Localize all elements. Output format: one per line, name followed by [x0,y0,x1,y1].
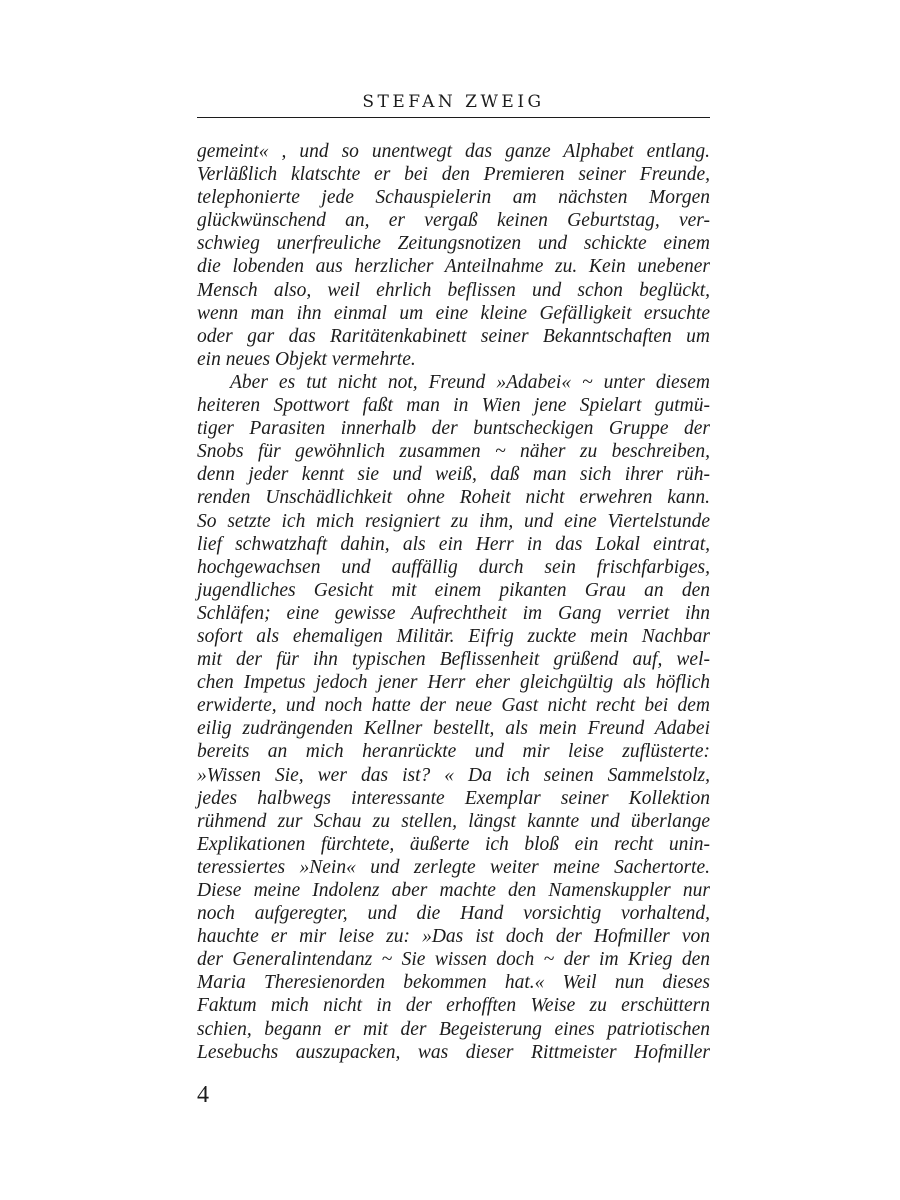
text-line: Diese meine Indolenz aber machte den Namenskuppler nur [197,880,710,901]
text-line: noch aufgeregter, und die Hand vorsichtig vorhaltend, [197,903,710,925]
text-line: chen Impetus jedoch jener Herr eher gleichgültig als höflich [197,672,710,694]
text-line: bereits an mich heranrückte und mir leise zuflüsterte: [197,741,710,763]
text-line: Aber es tut nicht not, Freund »Adabei« ~ unter diesem [230,371,710,393]
header-rule [197,117,710,118]
text-line: So setzte ich mich resigniert zu ihm, und eine Viertelstunde [197,510,710,532]
text-line: eilig zudrängenden Kellner bestellt, als mein Freund Adabei [197,718,710,740]
text-line: glückwünschend an, er vergaß keinen Geburtstag, ver- [197,210,710,232]
text-line: Mensch also, weil ehrlich beflissen und schon beglückt, [197,279,710,301]
text-line: schwieg unerfreuliche Zeitungsnotizen und schickte einem [197,233,710,255]
text-line: erwiderte, und noch hatte der neue Gast nicht recht bei dem [197,695,710,717]
text-line: denn jeder kennt sie und weiß, daß man sich ihrer rüh- [197,464,710,486]
text-line: sofort als ehemaligen Militär. Eifrig zuckte mein Nachbar [197,625,710,647]
text-line: Maria Theresienorden bekommen hat.« Weil nun dieses [197,972,710,994]
text-line: tiger Parasiten innerhalb der buntscheckigen Gruppe der [197,418,710,440]
text-line: Verläßlich klatschte er bei den Premieren seiner Freunde, [197,164,710,186]
text-line: rühmend zur Schau zu stellen, längst kannte und überlange [197,810,710,832]
text-line: hochgewachsen und auffällig durch sein frischfarbiges, [197,556,710,578]
text-line: gemeint« , und so unentwegt das ganze Alphabet entlang. [197,141,710,162]
text-line: Faktum mich nicht in der erhofften Weise zu erschüttern [197,995,710,1017]
text-line: oder gar das Raritätenkabinett seiner Bekanntschaften um [197,325,710,347]
text-line: schien, begann er mit der Begeisterung eines patriotischen [197,1018,710,1040]
text-line: der Generalintendanz ~ Sie wissen doch ~ der im Krieg den [197,949,710,971]
text-line: teressiertes »Nein« und zerlegte weiter meine Sachertorte. [197,856,710,878]
text-line: heiteren Spottwort faßt man in Wien jene Spielart gutmü- [197,395,710,417]
text-line: ein neues Objekt vermehrte. [197,348,416,370]
text-line: hauchte er mir leise zu: »Das ist doch der Hofmiller von [197,926,710,948]
text-line: lief schwatzhaft dahin, als ein Herr in das Lokal eintrat, [197,533,710,555]
text-line: mit der für ihn typischen Beflissenheit grüßend auf, wel- [197,649,710,671]
text-line: jedes halbwegs interessante Exemplar seiner Kollektion [197,787,710,809]
text-line: Snobs für gewöhnlich zusammen ~ näher zu beschreiben, [197,441,710,463]
text-line: die lobenden aus herzlicher Anteilnahme zu. Kein unebener [197,256,710,278]
body-text [197,140,710,1064]
text-line: telephonierte jede Schauspielerin am nächsten Morgen [197,187,710,209]
text-line: Schläfen; eine gewisse Aufrechtheit im Gang verriet ihn [197,602,710,624]
page-number: 4 [197,1082,209,1108]
text-line: renden Unschädlichkeit ohne Roheit nicht erwehren kann. [197,487,710,509]
text-line: »Wissen Sie, wer das ist? « Da ich seinen Sammelstolz, [197,764,710,786]
running-head: STEFAN ZWEIG [362,92,545,112]
text-line: Lesebuchs auszupacken, was dieser Rittmeister Hofmiller [197,1041,710,1063]
text-line: Explikationen fürchtete, äußerte ich bloß ein recht unin- [197,833,710,855]
text-line: jugendliches Gesicht mit einem pikanten Grau an den [197,579,710,601]
text-line: wenn man ihn einmal um eine kleine Gefälligkeit ersuchte [197,302,710,324]
